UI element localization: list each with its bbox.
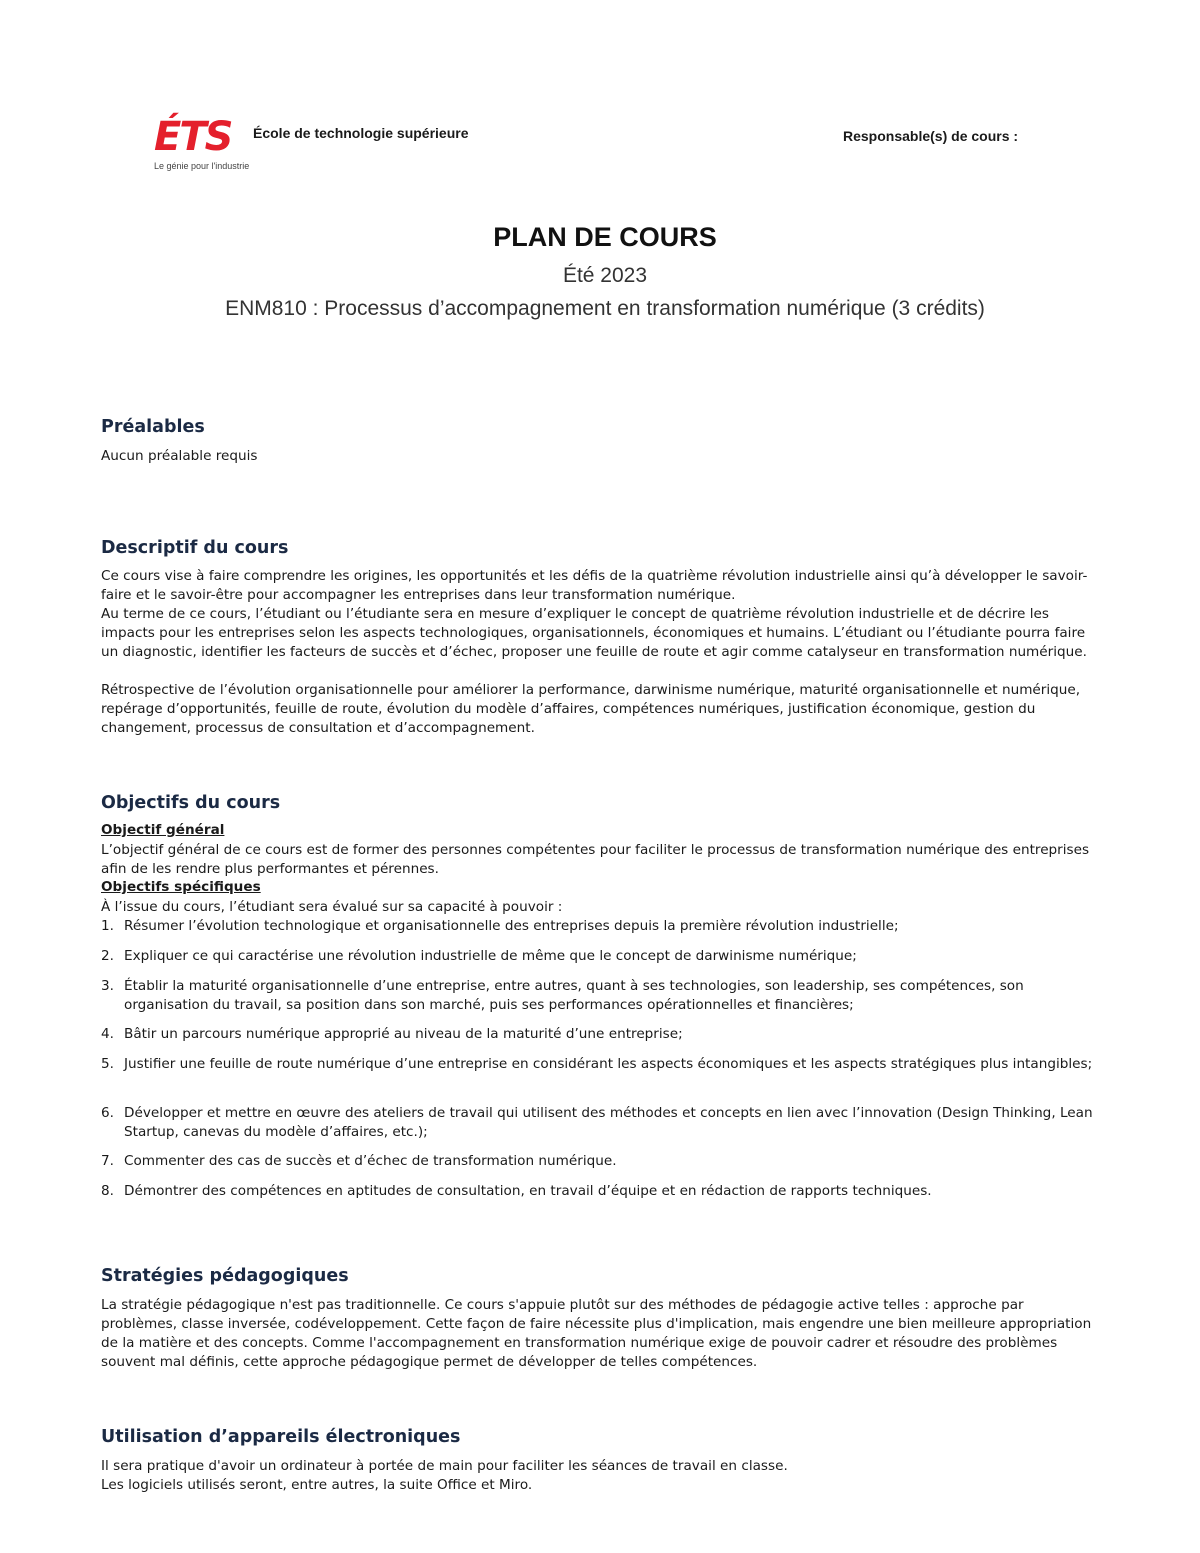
list-text: Commenter des cas de succès et d’échec de transformation numérique. [124, 1153, 617, 1169]
appareils-line-1: Il sera pratique d'avoir un ordinateur à portée de main pour faciliter les séances de travail en classe. [101, 1458, 788, 1474]
responsables-label: Responsable(s) de cours : [843, 128, 1019, 144]
objectifs-specifiques-intro: À l’issue du cours, l’étudiant sera évalué sur sa capacité à pouvoir : [101, 899, 563, 915]
list-item [101, 1152, 1101, 1171]
ets-logo [152, 112, 252, 174]
list-item [101, 947, 1101, 966]
session-label: Été 2023 [562, 264, 648, 287]
list-number: 5. [101, 1056, 114, 1072]
objectif-general-label: Objectif général [101, 822, 225, 838]
list-item [101, 1055, 1101, 1074]
list-item [101, 977, 1101, 1015]
prealables-text: Aucun préalable requis [101, 448, 258, 464]
objectifs-specifiques-label: Objectifs spécifiques [101, 879, 261, 895]
logo-mark: ÉTS [154, 114, 232, 160]
prealables-heading: Préalables [101, 417, 205, 437]
list-number: 3. [101, 978, 114, 994]
descriptif-heading: Descriptif du cours [101, 538, 289, 558]
list-number: 2. [101, 948, 114, 964]
objectif-general-text: L’objectif général de ce cours est de former des personnes compétentes pour faciliter le processus de transformation numérique des entreprises afin de les rendre plus performantes et pérennes. [101, 842, 1090, 877]
list-number: 7. [101, 1153, 114, 1169]
appareils-heading: Utilisation d’appareils électroniques [101, 1427, 461, 1447]
strategies-text: La stratégie pédagogique n'est pas traditionnelle. Ce cours s'appuie plutôt sur des méthodes de pédagogie active telles : approche par problèmes, classe inversée, codéveloppement. Cette façon de faire nécessite plus d'implication, mais engendre une bien meilleure appropriation de la matière et des concepts. Comme l'accompagnement en transformation numérique exige de pouvoir cadrer et résoudre des problèmes souvent mal définis, cette approche pédagogique permet de développer de telles compétences. [101, 1297, 1092, 1370]
list-item [101, 1104, 1101, 1142]
list-text: Développer et mettre en œuvre des ateliers de travail qui utilisent des méthodes et concepts en lien avec l’innovation (Design Thinking, Lean Startup, canevas du modèle d’affaires, etc.); [124, 1105, 1093, 1140]
list-text: Expliquer ce qui caractérise une révolution industrielle de même que le concept de darwinisme numérique; [124, 948, 857, 964]
list-item [101, 1025, 1101, 1044]
school-name: École de technologie supérieure [253, 125, 469, 141]
appareils-line-2: Les logiciels utilisés seront, entre autres, la suite Office et Miro. [101, 1477, 533, 1493]
list-number: 4. [101, 1026, 114, 1042]
course-title: ENM810 : Processus d’accompagnement en transformation numérique (3 crédits) [225, 297, 985, 320]
list-text: Résumer l’évolution technologique et organisationnelle des entreprises depuis la première révolution industrielle; [124, 918, 899, 934]
list-text: Établir la maturité organisationnelle d’une entreprise, entre autres, quant à ses technologies, son leadership, ses compétences, son organisation du travail, sa position dans son marché, puis ses performances opérationnelles et financières; [124, 978, 1024, 1013]
strategies-heading: Stratégies pédagogiques [101, 1266, 349, 1286]
list-text: Bâtir un parcours numérique approprié au niveau de la maturité d’une entreprise; [124, 1026, 683, 1042]
list-text: Démontrer des compétences en aptitudes de consultation, en travail d’équipe et en rédaction de rapports techniques. [124, 1183, 932, 1199]
list-number: 1. [101, 918, 114, 934]
page-title: PLAN DE COURS [493, 222, 717, 252]
descriptif-paragraph-1: Ce cours vise à faire comprendre les origines, les opportunités et les défis de la quatrième révolution industrielle ainsi qu’à développer le savoir-faire et le savoir-être pour accompagner les entreprises dans leur transformation numérique. [101, 568, 1088, 603]
descriptif-paragraph-3: Rétrospective de l’évolution organisationnelle pour améliorer la performance, darwinisme numérique, maturité organisationnelle et numérique, repérage d’opportunités, feuille de route, évolution du modèle d’affaires, compétences numériques, justification économique, gestion du changement, processus de consultation et d’accompagnement. [101, 682, 1081, 736]
list-number: 8. [101, 1183, 114, 1199]
logo-tagline: Le génie pour l'industrie [154, 161, 250, 171]
objectifs-heading: Objectifs du cours [101, 793, 281, 813]
list-item [101, 917, 1101, 936]
descriptif-paragraph-2: Au terme de ce cours, l’étudiant ou l’étudiante sera en mesure d’expliquer le concept de quatrième révolution industrielle et de décrire les impacts pour les entreprises selon les aspects technologiques, organisationnels, économiques et humains. L’étudiant ou l’étudiante pourra faire un diagnostic, identifier les facteurs de succès et d’échec, proposer une feuille de route et agir comme catalyseur en transformation numérique. [101, 606, 1087, 660]
list-number: 6. [101, 1105, 114, 1121]
list-item [101, 1182, 1101, 1201]
list-text: Justifier une feuille de route numérique d’une entreprise en considérant les aspects économiques et les aspects stratégiques plus intangibles; [124, 1056, 1093, 1072]
